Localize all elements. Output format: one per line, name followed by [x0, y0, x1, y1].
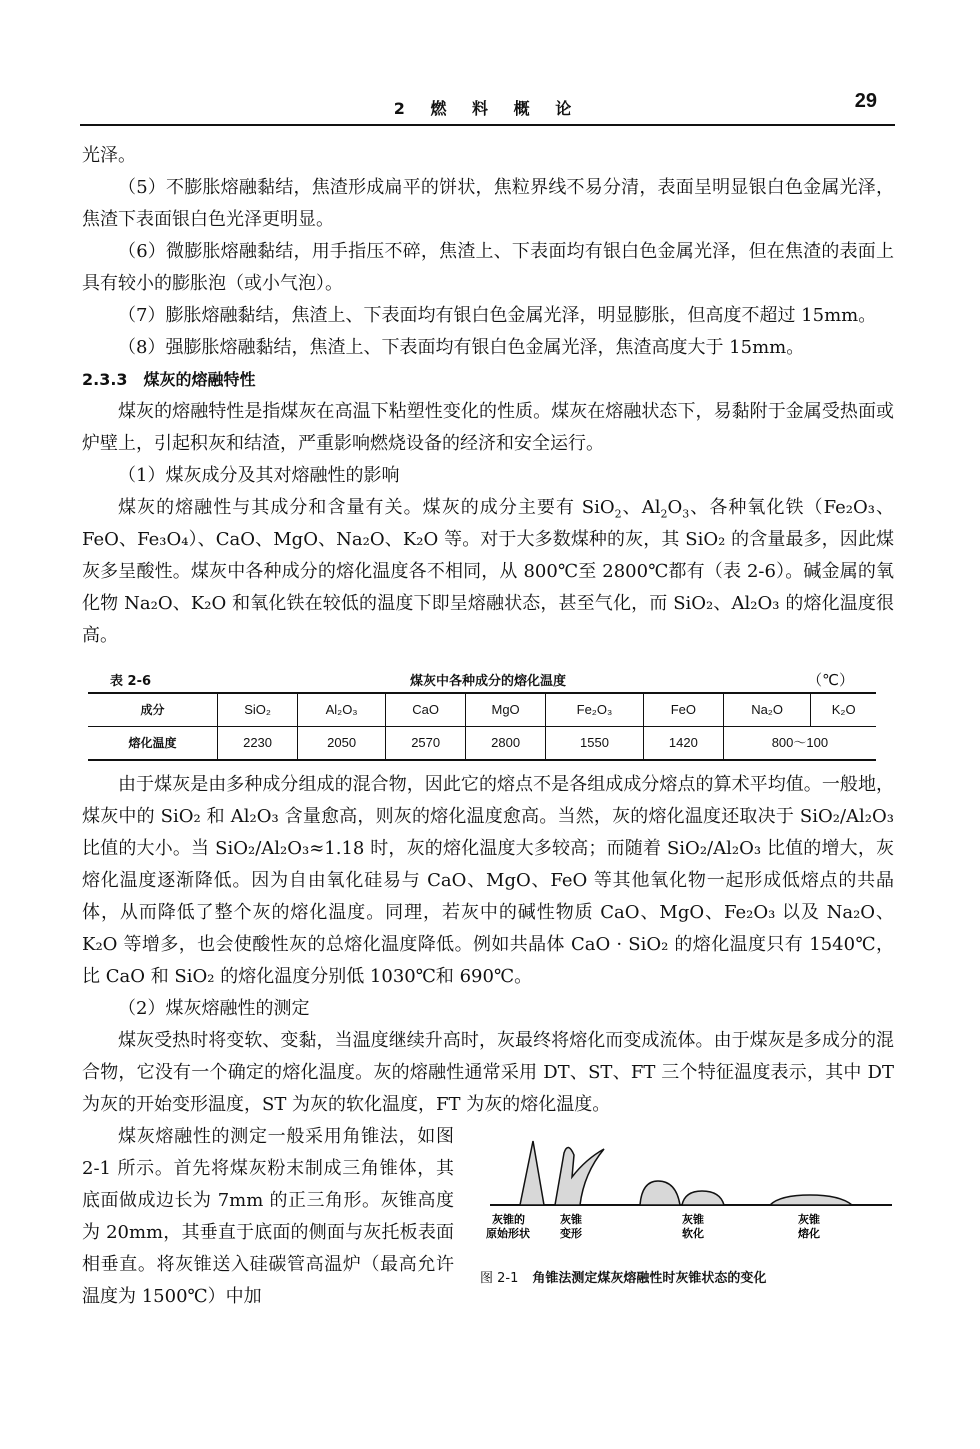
table-cell: 1550	[546, 727, 644, 761]
paragraph: （5）不膨胀熔融黏结，焦渣形成扁平的饼状，焦粒界线不易分清，表面呈明显银白色金属光泽，焦渣下表面银白色光泽更明显。	[82, 177, 894, 230]
figure-caption	[480, 1263, 894, 1295]
row-label: 熔化温度	[88, 727, 218, 761]
table-caption	[82, 662, 894, 692]
text-figure-block	[82, 1121, 894, 1321]
page-number: 29	[854, 90, 877, 112]
fig-label: 熔化	[798, 1227, 820, 1240]
softened-cone	[640, 1181, 680, 1205]
table-cell: 800～100	[723, 727, 876, 761]
table-cell: 2570	[386, 727, 466, 761]
paragraph: 煤灰受热时将变软、变黏，当温度继续升高时，灰最终将熔化而变成流体。由于煤灰是多成分的混合物，它没有一个确定的熔化温度。灰的熔融性通常采用 DT、ST、FT 三个特征温度表示，其中 DT 为灰的开始变形温度，ST 为灰的软化温度，FT 为灰的熔化温度。	[82, 1030, 894, 1115]
fig-label: 原始形状	[486, 1227, 530, 1240]
melting-temperature-table	[88, 692, 876, 761]
paragraph: （8）强膨胀熔融黏结，焦渣上、下表面均有银白色金属光泽，焦渣高度大于 15mm。	[118, 337, 805, 358]
table-cell: FeO	[643, 693, 723, 727]
fig-label: 灰锥	[798, 1213, 820, 1226]
subscript: 2	[614, 507, 622, 521]
text-run: O	[667, 497, 683, 518]
figure-number: 图 2-1	[480, 1271, 519, 1286]
subsection-heading: （1）煤灰成分及其对熔融性的影响	[118, 465, 400, 486]
table-title: 煤灰中各种成分的熔化温度	[409, 674, 566, 689]
paragraph	[82, 492, 894, 652]
melted-cone	[770, 1195, 852, 1205]
original-cone	[520, 1141, 544, 1205]
table-row	[88, 727, 876, 761]
fig-label: 灰锥的	[492, 1213, 525, 1226]
subscript: 3	[682, 507, 690, 521]
table-unit: （℃）	[807, 671, 854, 689]
table-cell: Na₂O	[723, 693, 811, 727]
paragraph: 光泽。	[82, 145, 136, 166]
figure-2-1	[480, 1133, 894, 1295]
section-heading: 2.3.3 煤灰的熔融特性	[82, 370, 256, 389]
paragraph: （6）微膨胀熔融黏结，用手指压不碎，焦渣上、下表面均有银白色金属光泽，但在焦渣的表面上具有较小的膨胀泡（或小气泡）。	[82, 241, 894, 294]
table-cell: 2050	[298, 727, 386, 761]
table-cell: MgO	[466, 693, 546, 727]
table-number: 表 2-6	[110, 674, 152, 689]
page-header	[80, 88, 895, 126]
table-row	[88, 693, 876, 727]
deformed-cone	[555, 1147, 604, 1205]
subsection-heading: （2）煤灰熔融性的测定	[118, 998, 310, 1019]
row-label: 成分	[88, 693, 218, 727]
page-body	[82, 140, 894, 1321]
fig-label: 变形	[560, 1227, 582, 1240]
table-cell: 2230	[218, 727, 298, 761]
fig-label: 灰锥	[560, 1213, 582, 1226]
text-run: 、Al	[621, 497, 661, 518]
paragraph: 煤灰的熔融特性是指煤灰在高温下粘塑性变化的性质。煤灰在熔融状态下，易黏附于金属受热面或炉壁上，引起积灰和结渣，严重影响燃烧设备的经济和安全运行。	[82, 401, 894, 454]
table-cell: Fe₂O₃	[546, 693, 644, 727]
table-cell: 2800	[466, 727, 546, 761]
table-cell: K₂O	[811, 693, 876, 727]
text-run: 、各种氧化铁（Fe₂O₃、FeO、Fe₃O₄）、CaO、MgO、Na₂O、K₂O 等。对于大多数煤种的灰，其 SiO₂ 的含量最多，因此煤灰多呈酸性。煤灰中各种成分的熔化温度各不相同，从 800℃至 2800℃都有（表 2-6）。碱金属的氧化物 Na₂O、K₂O 和氧化铁在较低的温度下即呈熔融状态，甚至气化，而 SiO₂、Al₂O₃ 的熔化温度很高。	[82, 497, 894, 646]
figure-title: 角锥法测定煤灰熔融性时灰锥状态的变化	[532, 1271, 767, 1286]
table-cell: SiO₂	[218, 693, 298, 727]
subscript: 2	[660, 507, 668, 521]
table-cell: CaO	[386, 693, 466, 727]
fig-label: 灰锥	[682, 1213, 704, 1226]
ash-cone-diagram	[480, 1133, 894, 1253]
paragraph: 煤灰熔融性的测定一般采用角锥法，如图 2-1 所示。首先将煤灰粉末制成三角锥体，其底面做成边长为 7mm 的正三角形。灰锥高度为 20mm，其垂直于底面的侧面与灰托板表面相垂直。将灰锥送入硅碳管高温炉（最高允许温度为 1500℃）中加	[82, 1126, 454, 1307]
table-cell: Al₂O₃	[298, 693, 386, 727]
text-run: 煤灰的熔融性与其成分和含量有关。煤灰的成分主要有 SiO	[118, 497, 615, 518]
softened-cone-2	[682, 1191, 724, 1205]
paragraph: （7）膨胀熔融黏结，焦渣上、下表面均有银白色金属光泽，明显膨胀，但高度不超过 15mm。	[118, 305, 877, 326]
table-cell: 1420	[643, 727, 723, 761]
running-title: 2 燃 料 概 论	[393, 99, 582, 118]
fig-label: 软化	[682, 1227, 704, 1240]
paragraph: 由于煤灰是由多种成分组成的混合物，因此它的熔点不是各组成成分熔点的算术平均值。一般地，煤灰中的 SiO₂ 和 Al₂O₃ 含量愈高，则灰的熔化温度愈高。当然，灰的熔化温度还取决于 SiO₂/Al₂O₃ 比值的大小。当 SiO₂/Al₂O₃≈1.18 时，灰的熔化温度大多较高；而随着 SiO₂/Al₂O₃ 比值的增大，灰熔化温度逐渐降低。因为自由氧化硅易与 CaO、MgO、FeO 等其他氧化物一起形成低熔点的共晶体，从而降低了整个灰的熔化温度。同理，若灰中的碱性物质 CaO、MgO、Fe₂O₃ 以及 Na₂O、K₂O 等增多，也会使酸性灰的总熔化温度降低。例如共晶体 CaO · SiO₂ 的熔化温度只有 1540℃，比 CaO 和 SiO₂ 的熔化温度分别低 1030℃和 690℃。	[82, 774, 894, 987]
